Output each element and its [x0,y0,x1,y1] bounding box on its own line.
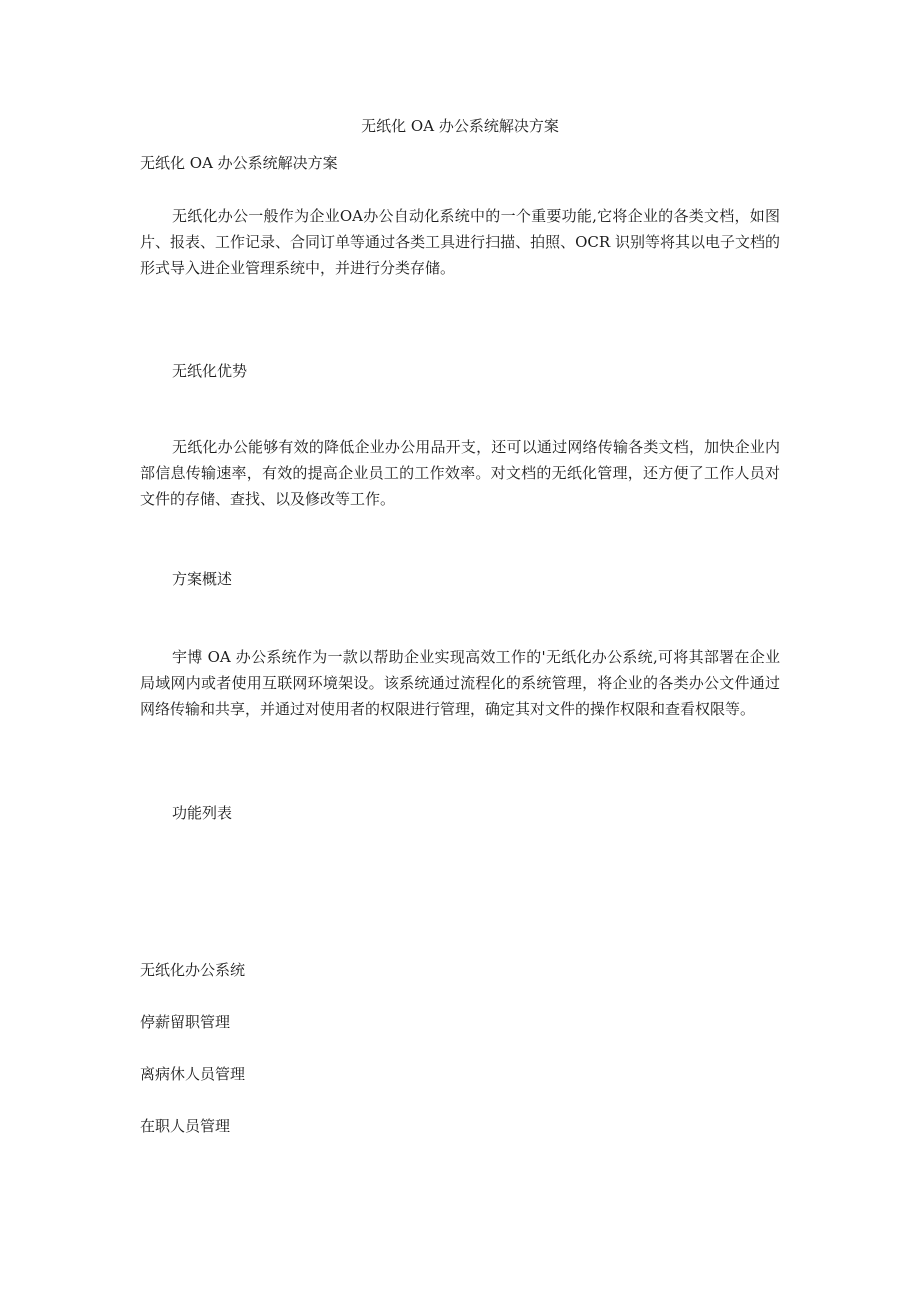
function-list-item: 在职人员管理 [140,1117,231,1135]
document-subtitle: 无纸化 OA 办公系统解决方案 [140,154,338,172]
section-body-overview: 宇博 OA 办公系统作为一款以帮助企业实现高效工作的'无纸化办公系统,可将其部署在企业局域网内或者使用互联网环境架设。该系统通过流程化的系统管理，将企业的各类办公文件通过网络传输和共享，并通过对使用者的权限进行管理，确定其对文件的操作权限和查看权限等。 [140,648,780,718]
section-heading-advantages: 无纸化优势 [172,362,248,380]
section-body-advantages: 无纸化办公能够有效的降低企业办公用品开支，还可以通过网络传输各类文档，加快企业内部信息传输速率，有效的提高企业员工的工作效率。对文档的无纸化管理，还方便了工作人员对文件的存储、查找、以及修改等工作。 [140,438,780,508]
function-list-item: 无纸化办公系统 [140,961,246,979]
intro-paragraph: 无纸化办公一般作为企业OA办公自动化系统中的一个重要功能,它将企业的各类文档，如图片、报表、工作记录、合同订单等通过各类工具进行扫描、拍照、OCR 识别等将其以电子文档的形式导入进企业管理系统中，并进行分类存储。 [140,207,780,277]
section-heading-function-list: 功能列表 [172,804,233,822]
function-list-item: 离病休人员管理 [140,1065,246,1083]
function-list-item: 停薪留职管理 [140,1013,231,1031]
section-heading-overview: 方案概述 [172,570,233,588]
document-title: 无纸化 OA 办公系统解决方案 [361,117,559,135]
